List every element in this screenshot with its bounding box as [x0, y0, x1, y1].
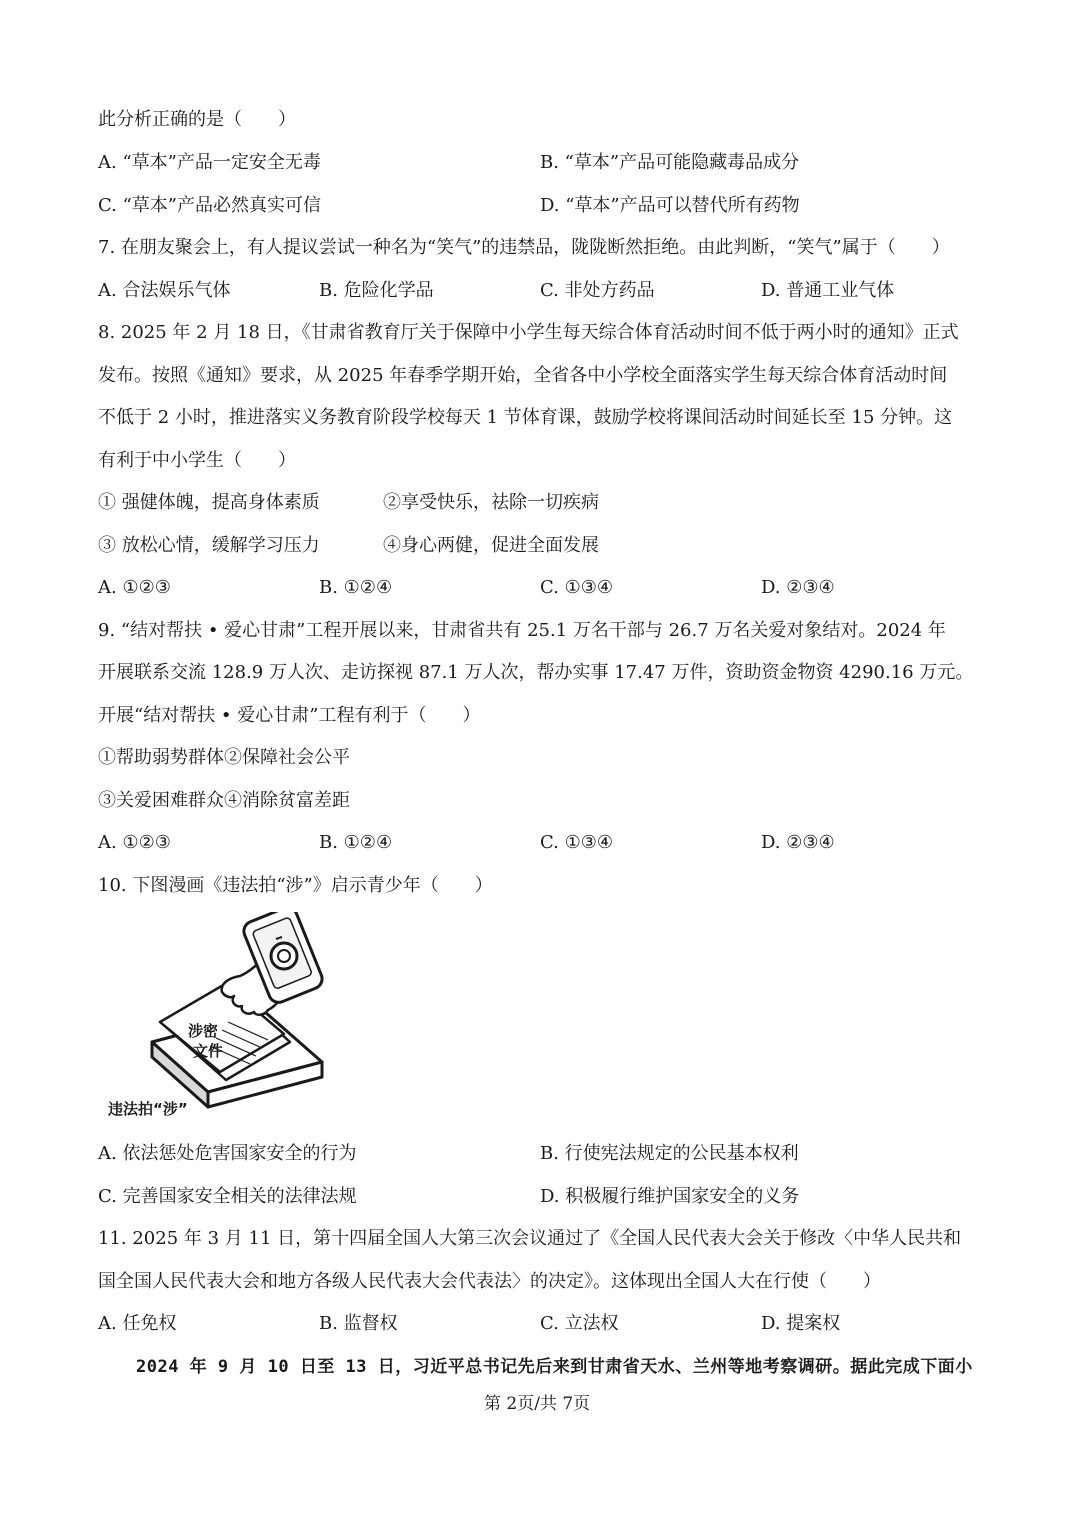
q11-line-1: 11. 2025 年 3 月 11 日，第十四届全国人大第三次会议通过了《全国人民代表大会关于修改〈中华人民共和 — [98, 1228, 962, 1249]
next-section-intro: 2024 年 9 月 10 日至 13 日，习近平总书记先后来到甘肃省天水、兰州等地考察调研。据此完成下面小 — [136, 1357, 973, 1377]
q6-stem-tail: 此分析正确的是（ ） — [98, 109, 296, 130]
doc-label-1: 涉密 — [187, 1022, 219, 1040]
q6-option-b: B. “草本”产品可能隐藏毒品成分 — [540, 152, 800, 173]
q8-line-2: 发布。按照《通知》要求，从 2025 年春季学期开始，全省各中小学校全面落实学生每天综合体育活动时间 — [98, 365, 948, 386]
q9-item-34: ③关爱困难群众④消除贫富差距 — [98, 790, 350, 811]
q7-option-c: C. 非处方药品 — [540, 280, 655, 301]
q7-stem: 7. 在朋友聚会上，有人提议尝试一种名为“笑气”的违禁品，陇陇断然拒绝。由此判断，“笑气”属于（ ） — [98, 237, 950, 258]
q6-option-c: C. “草本”产品必然真实可信 — [98, 195, 321, 216]
q11-line-2: 国全国人民代表大会和地方各级人民代表大会代表法〉的决定》。这体现出全国人大在行使（ ） — [98, 1271, 881, 1292]
q8-option-d: D. ②③④ — [761, 577, 835, 598]
q11-option-d: D. 提案权 — [761, 1313, 841, 1334]
q8-line-4: 有利于中小学生（ ） — [98, 450, 296, 471]
cartoon-illustration — [100, 912, 340, 1127]
q10-option-d: D. 积极履行维护国家安全的义务 — [540, 1186, 800, 1207]
q6-option-d: D. “草本”产品可以替代所有药物 — [540, 195, 800, 216]
q11-option-c: C. 立法权 — [540, 1313, 619, 1334]
q7-option-a: A. 合法娱乐气体 — [98, 280, 231, 301]
q10-option-c: C. 完善国家安全相关的法律法规 — [98, 1186, 357, 1207]
q7-option-d: D. 普通工业气体 — [761, 280, 895, 301]
q10-option-b: B. 行使宪法规定的公民基本权利 — [540, 1143, 799, 1164]
q9-option-b: B. ①②④ — [319, 832, 393, 853]
q8-item-1: ① 强健体魄，提高身体素质 — [98, 492, 320, 513]
doc-label-2: 文件 — [192, 1042, 224, 1060]
q6-option-a: A. “草本”产品一定安全无毒 — [98, 152, 321, 173]
q9-option-d: D. ②③④ — [761, 832, 835, 853]
q9-item-12: ①帮助弱势群体②保障社会公平 — [98, 747, 350, 768]
q7-option-b: B. 危险化学品 — [319, 280, 434, 301]
q8-item-3: ③ 放松心情，缓解学习压力 — [98, 535, 320, 556]
q10-option-a: A. 依法惩处危害国家安全的行为 — [98, 1143, 357, 1164]
q10-stem: 10. 下图漫画《违法拍“涉”》启示青少年（ ） — [98, 875, 493, 896]
q8-option-a: A. ①②③ — [98, 577, 171, 598]
q11-option-b: B. 监督权 — [319, 1313, 398, 1334]
q8-item-4: ④身心两健，促进全面发展 — [383, 535, 599, 556]
q9-line-2: 开展联系交流 128.9 万人次、走访探视 87.1 万人次，帮办实事 17.47 万件，资助资金物资 4290.16 万元。 — [98, 662, 974, 683]
q8-item-2: ②享受快乐，祛除一切疾病 — [383, 492, 599, 513]
q9-option-a: A. ①②③ — [98, 832, 171, 853]
q9-option-c: C. ①③④ — [540, 832, 613, 853]
page-footer: 第 2页/共 7页 — [484, 1394, 591, 1414]
q8-line-1: 8. 2025 年 2 月 18 日，《甘肃省教育厅关于保障中小学生每天综合体育活动时间不低于两小时的通知》正式 — [98, 322, 959, 343]
q9-line-1: 9. “结对帮扶 • 爱心甘肃”工程开展以来，甘肃省共有 25.1 万名干部与 26.7 万名关爱对象结对。2024 年 — [98, 620, 946, 641]
q8-option-c: C. ①③④ — [540, 577, 613, 598]
cartoon-caption: 违法拍“涉” — [108, 1100, 188, 1118]
q8-option-b: B. ①②④ — [319, 577, 393, 598]
q11-option-a: A. 任免权 — [98, 1313, 177, 1334]
q9-line-3: 开展“结对帮扶 • 爱心甘肃”工程有利于（ ） — [98, 705, 481, 726]
q8-line-3: 不低于 2 小时，推进落实义务教育阶段学校每天 1 节体育课，鼓励学校将课间活动时间延长至 15 分钟。这 — [98, 407, 953, 428]
